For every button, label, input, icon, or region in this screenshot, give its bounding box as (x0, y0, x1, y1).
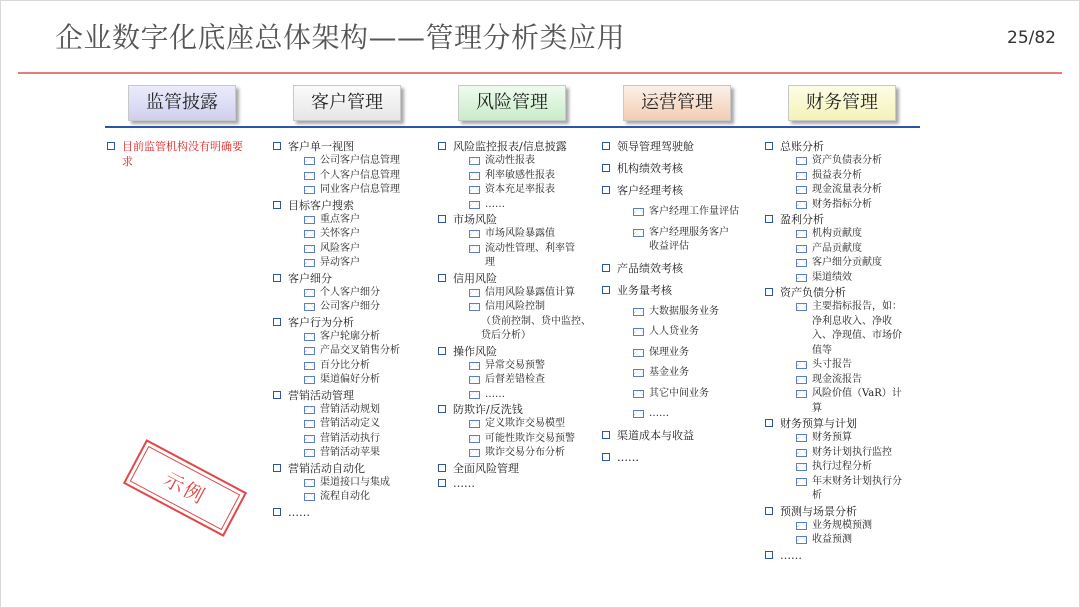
checkbox-square-icon (602, 164, 610, 172)
column-regulatory-disclosure (106, 139, 261, 169)
envelope-icon (633, 390, 644, 398)
list-item-label: 操作风险 (453, 344, 497, 358)
envelope-icon (304, 449, 315, 457)
list-item-label: 渠道成本与收益 (617, 428, 694, 442)
sub-list-item (764, 475, 924, 504)
list-item-label: 风险监控报表/信息披露 (453, 140, 567, 153)
sub-list-item (437, 300, 592, 315)
envelope-icon (633, 369, 644, 377)
checkbox-square-icon (438, 215, 446, 223)
envelope-icon (633, 349, 644, 357)
envelope-icon (304, 406, 315, 414)
sub-list-item (764, 300, 924, 358)
list-item (601, 450, 761, 465)
envelope-icon (304, 376, 315, 384)
list-item-label: …… (485, 388, 505, 400)
list-item-label: 同业客户信息管理 (320, 184, 400, 195)
envelope-icon (796, 245, 807, 253)
list-item (764, 548, 924, 563)
list-item (437, 344, 592, 359)
checkbox-square-icon (765, 215, 773, 223)
envelope-icon (304, 289, 315, 297)
list-item-label: 营销活动苹果 (320, 447, 380, 458)
envelope-icon (796, 230, 807, 238)
checkbox-square-icon (438, 347, 446, 355)
checkbox-square-icon (273, 201, 281, 209)
list-item-label: 客户行为分析 (288, 315, 354, 329)
envelope-icon (469, 391, 480, 399)
list-item-label: 大数据服务业务 (649, 305, 719, 317)
list-item-label: 可能性欺诈交易预警 (485, 432, 575, 444)
list-item-label: 信用风险 (453, 271, 497, 285)
header-finance-management: 财务管理 (788, 85, 896, 121)
list-item-label: 资本充足率报表 (485, 184, 555, 195)
list-item-label: 客户细分贡献度 (812, 257, 882, 268)
list-item-label: 欺诈交易分布分析 (485, 447, 565, 458)
list-item-label: 盈利分析 (780, 213, 824, 226)
envelope-icon (796, 434, 807, 442)
checkbox-square-icon (438, 405, 446, 413)
envelope-icon (469, 420, 480, 428)
list-item-label: 后督差错检查 (485, 374, 545, 385)
list-item-label: …… (485, 198, 505, 210)
list-item (437, 139, 592, 154)
list-item-label: 市场风险暴露值 (485, 228, 555, 239)
stamp-text: 示例 (159, 467, 211, 509)
sub-list-item (272, 373, 432, 388)
list-item (601, 183, 761, 198)
list-item-label: 信用风险控制 (485, 301, 545, 312)
list-item-label: 资产负债分析 (780, 286, 846, 299)
list-item-label: 机构贡献度 (812, 228, 862, 239)
checkbox-square-icon (765, 288, 773, 296)
envelope-icon (796, 449, 807, 457)
sub-list-item (272, 300, 432, 315)
slide-title: 企业数字化底座总体架构——管理分析类应用 (55, 21, 626, 54)
envelope-icon (469, 303, 480, 311)
list-item (437, 476, 592, 491)
list-item-label: 现金流量表分析 (812, 184, 882, 195)
envelope-icon (796, 186, 807, 194)
envelope-icon (796, 303, 807, 311)
list-item-label: 风险价值（VaR）计算 (812, 388, 902, 414)
envelope-icon (796, 463, 807, 471)
checkbox-square-icon (602, 286, 610, 294)
envelope-icon (304, 259, 315, 267)
list-item-label: 基金业务 (649, 367, 689, 378)
sub-list-item (272, 403, 432, 418)
header-operations-management: 运营管理 (623, 85, 731, 121)
sub-list-item (601, 387, 761, 402)
envelope-icon (304, 186, 315, 194)
list-item-label: 客户经理工作量评估 (649, 206, 739, 217)
list-item-label: …… (617, 450, 639, 464)
sub-list-item (764, 227, 924, 242)
sub-list-item (272, 432, 432, 447)
sub-list-item (437, 154, 592, 169)
list-item-label: 财务指标分析 (812, 198, 872, 210)
list-item-label: …… (780, 548, 802, 562)
checkbox-square-icon (602, 431, 610, 439)
sub-list-item (764, 446, 924, 461)
checkbox-square-icon (273, 508, 281, 516)
list-item (764, 504, 924, 519)
list-item-label: 保理业务 (649, 346, 689, 358)
sub-list-item (437, 373, 592, 388)
sub-list-item (437, 242, 592, 271)
list-item-label: 个人客户细分 (320, 286, 380, 298)
sub-list-item (437, 446, 592, 461)
list-item-label: 利率敏感性报表 (485, 169, 555, 181)
list-item-label: 定义欺诈交易模型 (485, 418, 565, 429)
sub-list-item (601, 305, 761, 320)
sub-list-item (272, 169, 432, 184)
envelope-icon (796, 376, 807, 384)
list-item-label: 市场风险 (453, 213, 497, 226)
sub-list-item (601, 325, 761, 340)
checkbox-square-icon (602, 186, 610, 194)
list-item-label: 营销活动管理 (288, 388, 354, 402)
envelope-icon (633, 410, 644, 418)
envelope-icon (469, 289, 480, 297)
list-item-label: 人人贷业务 (649, 326, 699, 337)
list-item-label: 信用风险暴露值计算 (485, 286, 575, 298)
envelope-icon (469, 376, 480, 384)
sub-list-item (764, 431, 924, 446)
sub-list-item (437, 183, 592, 198)
envelope-icon (304, 435, 315, 443)
sub-list-item (272, 286, 432, 301)
sub-list-item (272, 446, 432, 461)
sub-list-item (272, 154, 432, 169)
envelope-icon (796, 157, 807, 165)
list-item (764, 212, 924, 227)
sub-list-item (601, 205, 761, 220)
checkbox-square-icon (273, 274, 281, 282)
checkbox-square-icon (765, 419, 773, 427)
envelope-icon (304, 172, 315, 180)
list-item-label: 机构绩效考核 (617, 162, 683, 175)
sub-list-item (764, 198, 924, 213)
envelope-icon (796, 201, 807, 209)
list-item-label: 目前监管机构没有明确要求 (122, 140, 243, 168)
sub-list-item (272, 330, 432, 345)
list-item-label: 年末财务计划执行分析 (812, 475, 902, 501)
envelope-icon (469, 245, 480, 253)
checkbox-square-icon (438, 464, 446, 472)
sub-list-item (764, 519, 924, 534)
list-item-label: （贷前控制、贷中监控、贷后分析） (481, 315, 591, 341)
list-item-label: 营销活动自动化 (288, 461, 365, 475)
list-item (272, 198, 432, 213)
list-item (437, 461, 592, 476)
sub-list-item (437, 198, 592, 213)
sub-list-item (764, 256, 924, 271)
checkbox-square-icon (438, 274, 446, 282)
sub-list-item (764, 460, 924, 475)
title-divider (18, 72, 1062, 74)
list-item-label: 财务预算与计划 (780, 417, 857, 430)
list-item-label: 财务预算 (812, 432, 852, 443)
list-item-label: …… (649, 408, 669, 419)
column-risk-management (437, 139, 592, 491)
list-item (437, 402, 592, 417)
list-item (764, 416, 924, 431)
envelope-icon (633, 229, 644, 237)
sub-list-item (764, 271, 924, 286)
sub-list-item (601, 407, 761, 422)
checkbox-square-icon (273, 464, 281, 472)
envelope-icon (469, 449, 480, 457)
checkbox-square-icon (438, 142, 446, 150)
list-item-label: 公司客户细分 (320, 301, 380, 312)
checkbox-square-icon (273, 142, 281, 150)
sub-list-item (437, 417, 592, 432)
envelope-icon (469, 172, 480, 180)
envelope-icon (304, 362, 315, 370)
column-customer-management (272, 139, 432, 520)
envelope-icon (304, 493, 315, 501)
sub-list-item (272, 490, 432, 505)
sub-list-item (272, 359, 432, 374)
checkbox-square-icon (765, 507, 773, 515)
list-item-label: 收益预测 (812, 534, 852, 545)
list-item (437, 271, 592, 286)
list-item-label: 资产负债表分析 (812, 155, 882, 166)
envelope-icon (633, 308, 644, 316)
envelope-icon (469, 362, 480, 370)
list-item (272, 315, 432, 330)
column-finance-management (764, 139, 924, 563)
list-item-label: 产品绩效考核 (617, 261, 683, 275)
checkbox-square-icon (107, 142, 115, 150)
sub-list-item (764, 242, 924, 257)
list-item-label: 业务量考核 (617, 283, 672, 297)
sub-list-item (764, 387, 924, 416)
list-item-label: 风险客户 (320, 242, 360, 254)
sub-list-item (272, 256, 432, 271)
list-item-label: 全面风险管理 (453, 461, 519, 475)
envelope-icon (796, 536, 807, 544)
list-item-label: 异常交易预警 (485, 359, 545, 371)
envelope-icon (304, 245, 315, 253)
list-item-label: 关怀客户 (320, 228, 360, 239)
list-item-label: 目标客户搜索 (288, 198, 354, 212)
checkbox-square-icon (273, 318, 281, 326)
list-item-label: 个人客户信息管理 (320, 169, 400, 181)
list-item-label: 头寸报告 (812, 359, 852, 370)
list-item (764, 139, 924, 154)
sub-list-item (764, 154, 924, 169)
envelope-icon (796, 478, 807, 486)
list-item-label: 损益表分析 (812, 169, 862, 181)
envelope-icon (304, 230, 315, 238)
envelope-icon (633, 208, 644, 216)
sub-list-item (272, 227, 432, 242)
envelope-icon (469, 186, 480, 194)
list-item-label: 异动客户 (320, 257, 360, 268)
list-item (601, 139, 761, 154)
envelope-icon (304, 157, 315, 165)
list-item-label: 客户经理考核 (617, 184, 683, 197)
sub-list-item (272, 242, 432, 257)
envelope-icon (796, 522, 807, 530)
checkbox-square-icon (765, 142, 773, 150)
list-item (272, 271, 432, 286)
list-item-label: 财务计划执行监控 (812, 446, 892, 458)
list-item-label: 客户经理服务客户收益评估 (649, 226, 729, 252)
list-item-label: 营销活动规划 (320, 403, 380, 415)
list-item-label: 防欺诈/反洗钱 (453, 403, 523, 416)
page-number: 25/82 (1007, 28, 1056, 48)
envelope-icon (633, 328, 644, 336)
checkbox-square-icon (602, 142, 610, 150)
list-item-label: 营销活动执行 (320, 432, 380, 444)
list-item-label: 产品交叉销售分析 (320, 345, 400, 356)
sub-list-item (437, 432, 592, 447)
list-item-label: 渠道绩效 (812, 271, 852, 283)
sub-list-item (437, 169, 592, 184)
list-item-label: 主要指标报告，如：净利息收入、净收入、净现值、市场价值等 (812, 301, 902, 356)
list-item-label: 流动性报表 (485, 155, 535, 166)
sub-list-item (272, 476, 432, 491)
sub-list-item (764, 169, 924, 184)
list-item-label: 流程自动化 (320, 491, 370, 502)
list-item (437, 212, 592, 227)
header-risk-management: 风险管理 (458, 85, 566, 121)
list-item-label: 客户单一视图 (288, 140, 354, 153)
list-item-label: 业务规模预测 (812, 519, 872, 531)
column-operations-management (601, 139, 761, 472)
list-item (764, 285, 924, 300)
list-item-label: 执行过程分析 (812, 461, 872, 472)
list-item-label: 现金流报告 (812, 373, 862, 385)
list-item-label: 百分比分析 (320, 359, 370, 371)
header-customer-management: 客户管理 (293, 85, 401, 121)
envelope-icon (469, 230, 480, 238)
sub-list-item (764, 533, 924, 548)
list-item (106, 139, 261, 169)
envelope-icon (796, 361, 807, 369)
list-item-label: 客户细分 (288, 271, 332, 285)
sub-list-item (272, 183, 432, 198)
sub-list-item (764, 183, 924, 198)
list-item-label: 重点客户 (320, 213, 360, 225)
envelope-icon (469, 435, 480, 443)
envelope-icon (304, 333, 315, 341)
list-item-label: 渠道接口与集成 (320, 476, 390, 488)
list-item-label: …… (288, 505, 310, 519)
envelope-icon (469, 157, 480, 165)
sub-list-item (437, 227, 592, 242)
envelope-icon (304, 303, 315, 311)
list-item-label: 营销活动定义 (320, 418, 380, 429)
sub-list-item (437, 388, 592, 403)
list-item-label: 公司客户信息管理 (320, 155, 400, 166)
envelope-icon (796, 172, 807, 180)
list-item-label: 其它中间业务 (649, 387, 709, 399)
list-item-label: 预测与场景分析 (780, 504, 857, 518)
list-item (601, 261, 761, 276)
envelope-icon (796, 390, 807, 398)
sub-list-item (601, 366, 761, 381)
envelope-icon (304, 216, 315, 224)
list-item-label: …… (453, 476, 475, 490)
header-regulatory-disclosure: 监管披露 (128, 85, 236, 121)
sub-list-item (764, 373, 924, 388)
list-item-label: 产品贡献度 (812, 242, 862, 254)
list-item-label: 客户轮廓分析 (320, 330, 380, 342)
envelope-icon (796, 274, 807, 282)
list-item (272, 505, 432, 520)
sub-list-item (601, 226, 761, 255)
sub-list-item (437, 286, 592, 301)
sub-list-item (272, 417, 432, 432)
checkbox-square-icon (602, 453, 610, 461)
sub-list-item (437, 315, 592, 344)
envelope-icon (304, 479, 315, 487)
list-item (272, 461, 432, 476)
sub-list-item (601, 346, 761, 361)
envelope-icon (304, 347, 315, 355)
sub-list-item (272, 213, 432, 228)
list-item-label: 总账分析 (780, 140, 824, 153)
checkbox-square-icon (602, 264, 610, 272)
checkbox-square-icon (438, 479, 446, 487)
checkbox-square-icon (765, 551, 773, 559)
sub-list-item (272, 344, 432, 359)
list-item-label: 流动性管理、利率管理 (485, 242, 575, 268)
list-item (601, 161, 761, 176)
list-item-label: 渠道偏好分析 (320, 374, 380, 385)
header-divider (105, 126, 920, 128)
list-item (272, 388, 432, 403)
sub-list-item (764, 358, 924, 373)
list-item (272, 139, 432, 154)
envelope-icon (469, 201, 480, 209)
list-item (601, 428, 761, 443)
checkbox-square-icon (273, 391, 281, 399)
envelope-icon (304, 420, 315, 428)
list-item (601, 283, 761, 298)
sub-list-item (437, 359, 592, 374)
envelope-icon (796, 259, 807, 267)
list-item-label: 领导管理驾驶舱 (617, 140, 694, 153)
